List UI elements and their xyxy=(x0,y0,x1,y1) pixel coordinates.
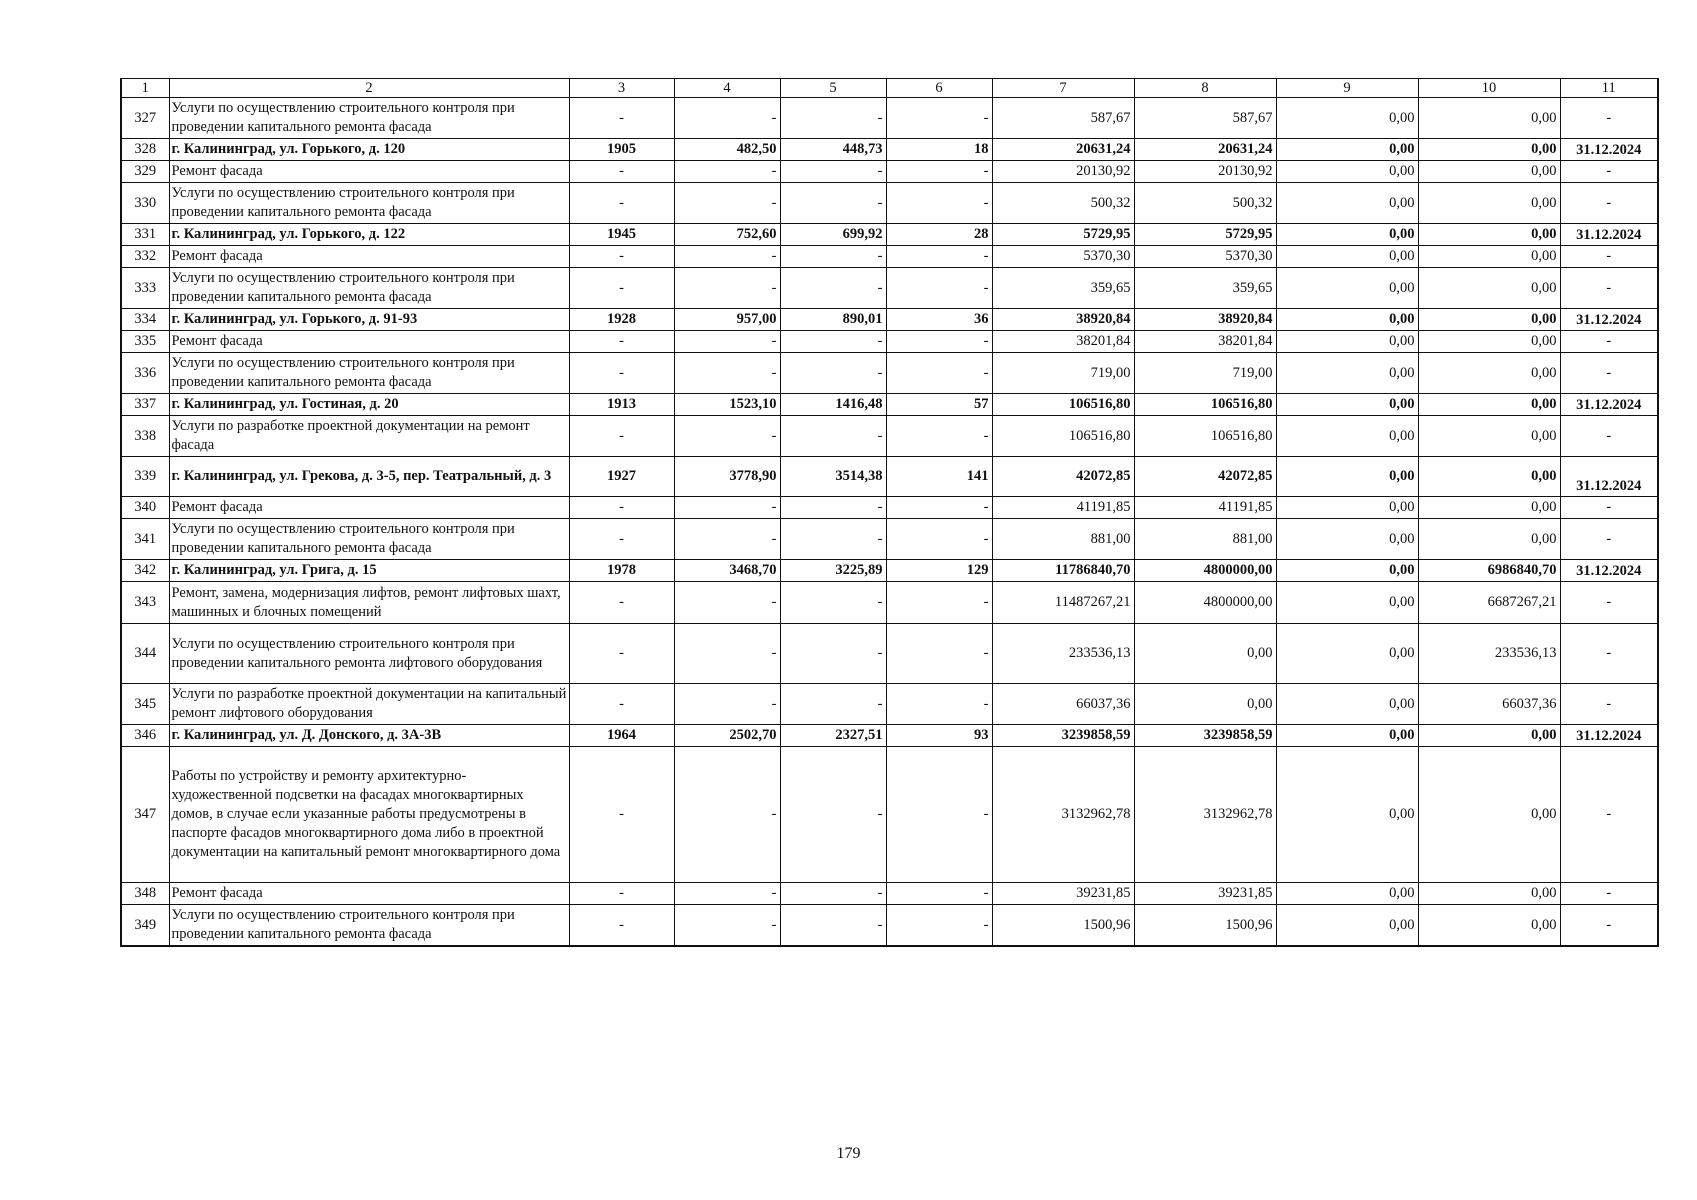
cost-fund-cell: 3239858,59 xyxy=(1134,725,1276,747)
cost-budget-cell: 0,00 xyxy=(1276,560,1418,582)
area-living-cell: 1416,48 xyxy=(780,394,886,416)
area-living-cell: 3514,38 xyxy=(780,457,886,497)
row-name: Услуги по осуществлению строительного контроля при проведении капитального ремонта фасада xyxy=(169,353,569,394)
deadline-cell: - xyxy=(1560,331,1658,353)
residents-cell: - xyxy=(886,519,992,560)
row-number: 342 xyxy=(121,560,169,582)
row-name: г. Калининград, ул. Гостиная, д. 20 xyxy=(169,394,569,416)
cost-budget-cell: 0,00 xyxy=(1276,883,1418,905)
column-header: 7 xyxy=(992,79,1134,98)
cost-total-cell: 500,32 xyxy=(992,183,1134,224)
year-cell: - xyxy=(569,353,674,394)
deadline-cell: - xyxy=(1560,183,1658,224)
cost-other-cell: 0,00 xyxy=(1418,497,1560,519)
area-total-cell: - xyxy=(674,183,780,224)
cost-budget-cell: 0,00 xyxy=(1276,519,1418,560)
area-total-cell: - xyxy=(674,905,780,947)
cost-total-cell: 3239858,59 xyxy=(992,725,1134,747)
row-name: г. Калининград, ул. Грекова, д. 3-5, пер. Театральный, д. 3 xyxy=(169,457,569,497)
residents-cell: - xyxy=(886,684,992,725)
deadline-cell: - xyxy=(1560,497,1658,519)
row-number: 327 xyxy=(121,98,169,139)
cost-fund-cell: 3132962,78 xyxy=(1134,747,1276,883)
deadline-cell: - xyxy=(1560,582,1658,624)
area-total-cell: - xyxy=(674,684,780,725)
cost-budget-cell: 0,00 xyxy=(1276,268,1418,309)
deadline-cell: - xyxy=(1560,905,1658,947)
residents-cell: 36 xyxy=(886,309,992,331)
deadline-cell: 31.12.2024 xyxy=(1560,139,1658,161)
cost-fund-cell: 5370,30 xyxy=(1134,246,1276,268)
year-cell: 1964 xyxy=(569,725,674,747)
area-living-cell: 448,73 xyxy=(780,139,886,161)
cost-other-cell: 0,00 xyxy=(1418,725,1560,747)
area-total-cell: - xyxy=(674,497,780,519)
row-number: 333 xyxy=(121,268,169,309)
deadline-cell: - xyxy=(1560,416,1658,457)
residents-cell: 57 xyxy=(886,394,992,416)
cost-other-cell: 0,00 xyxy=(1418,139,1560,161)
residents-cell: 18 xyxy=(886,139,992,161)
row-number: 343 xyxy=(121,582,169,624)
row-name: Услуги по осуществлению строительного контроля при проведении капитального ремонта фасада xyxy=(169,905,569,947)
cost-other-cell: 0,00 xyxy=(1418,268,1560,309)
cost-budget-cell: 0,00 xyxy=(1276,725,1418,747)
cost-budget-cell: 0,00 xyxy=(1276,139,1418,161)
area-living-cell: - xyxy=(780,331,886,353)
area-living-cell: - xyxy=(780,98,886,139)
row-number: 347 xyxy=(121,747,169,883)
deadline-cell: - xyxy=(1560,268,1658,309)
year-cell: - xyxy=(569,905,674,947)
area-living-cell: - xyxy=(780,416,886,457)
row-number: 337 xyxy=(121,394,169,416)
area-total-cell: - xyxy=(674,161,780,183)
cost-budget-cell: 0,00 xyxy=(1276,624,1418,684)
cost-other-cell: 6986840,70 xyxy=(1418,560,1560,582)
table-row xyxy=(121,725,1658,747)
year-cell: - xyxy=(569,183,674,224)
deadline-cell: 31.12.2024 xyxy=(1560,224,1658,246)
area-total-cell: - xyxy=(674,747,780,883)
year-cell: 1913 xyxy=(569,394,674,416)
cost-total-cell: 5370,30 xyxy=(992,246,1134,268)
residents-cell: 28 xyxy=(886,224,992,246)
deadline-cell: 31.12.2024 xyxy=(1560,457,1658,497)
cost-other-cell: 0,00 xyxy=(1418,246,1560,268)
cost-total-cell: 881,00 xyxy=(992,519,1134,560)
cost-total-cell: 359,65 xyxy=(992,268,1134,309)
cost-budget-cell: 0,00 xyxy=(1276,747,1418,883)
residents-cell: - xyxy=(886,98,992,139)
residents-cell: - xyxy=(886,416,992,457)
cost-other-cell: 0,00 xyxy=(1418,98,1560,139)
cost-other-cell: 0,00 xyxy=(1418,519,1560,560)
cost-total-cell: 38201,84 xyxy=(992,331,1134,353)
row-name: Ремонт фасада xyxy=(169,331,569,353)
row-name: Услуги по осуществлению строительного контроля при проведении капитального ремонта фасада xyxy=(169,519,569,560)
residents-cell: - xyxy=(886,331,992,353)
year-cell: - xyxy=(569,519,674,560)
cost-total-cell: 1500,96 xyxy=(992,905,1134,947)
table-row xyxy=(121,519,1658,560)
row-name: Услуги по осуществлению строительного контроля при проведении капитального ремонта фасада xyxy=(169,183,569,224)
year-cell: - xyxy=(569,497,674,519)
table-row xyxy=(121,309,1658,331)
cost-fund-cell: 20631,24 xyxy=(1134,139,1276,161)
residents-cell: - xyxy=(886,497,992,519)
deadline-cell: 31.12.2024 xyxy=(1560,394,1658,416)
residents-cell: 141 xyxy=(886,457,992,497)
table-row xyxy=(121,497,1658,519)
deadline-cell: - xyxy=(1560,246,1658,268)
cost-total-cell: 106516,80 xyxy=(992,394,1134,416)
year-cell: 1945 xyxy=(569,224,674,246)
row-number: 334 xyxy=(121,309,169,331)
deadline-cell: 31.12.2024 xyxy=(1560,309,1658,331)
deadline-cell: - xyxy=(1560,624,1658,684)
table-row xyxy=(121,268,1658,309)
cost-total-cell: 20631,24 xyxy=(992,139,1134,161)
cost-other-cell: 0,00 xyxy=(1418,331,1560,353)
column-header: 5 xyxy=(780,79,886,98)
cost-budget-cell: 0,00 xyxy=(1276,394,1418,416)
cost-budget-cell: 0,00 xyxy=(1276,161,1418,183)
table-row xyxy=(121,560,1658,582)
row-name: Ремонт фасада xyxy=(169,246,569,268)
column-number-header xyxy=(121,79,1658,98)
row-number: 344 xyxy=(121,624,169,684)
cost-fund-cell: 359,65 xyxy=(1134,268,1276,309)
area-living-cell: - xyxy=(780,624,886,684)
residents-cell: - xyxy=(886,582,992,624)
cost-budget-cell: 0,00 xyxy=(1276,246,1418,268)
area-total-cell: 2502,70 xyxy=(674,725,780,747)
cost-other-cell: 0,00 xyxy=(1418,353,1560,394)
cost-total-cell: 5729,95 xyxy=(992,224,1134,246)
residents-cell: - xyxy=(886,246,992,268)
area-living-cell: 3225,89 xyxy=(780,560,886,582)
table-row xyxy=(121,747,1658,883)
cost-total-cell: 3132962,78 xyxy=(992,747,1134,883)
residents-cell: - xyxy=(886,747,992,883)
cost-other-cell: 0,00 xyxy=(1418,883,1560,905)
cost-total-cell: 11487267,21 xyxy=(992,582,1134,624)
residents-cell: - xyxy=(886,268,992,309)
cost-budget-cell: 0,00 xyxy=(1276,497,1418,519)
cost-budget-cell: 0,00 xyxy=(1276,309,1418,331)
cost-other-cell: 0,00 xyxy=(1418,161,1560,183)
row-name: Ремонт фасада xyxy=(169,497,569,519)
area-living-cell: - xyxy=(780,497,886,519)
cost-fund-cell: 20130,92 xyxy=(1134,161,1276,183)
cost-fund-cell: 881,00 xyxy=(1134,519,1276,560)
area-living-cell: 699,92 xyxy=(780,224,886,246)
table-row xyxy=(121,416,1658,457)
residents-cell: - xyxy=(886,624,992,684)
cost-total-cell: 719,00 xyxy=(992,353,1134,394)
row-number: 329 xyxy=(121,161,169,183)
deadline-cell: - xyxy=(1560,519,1658,560)
cost-budget-cell: 0,00 xyxy=(1276,457,1418,497)
area-total-cell: 1523,10 xyxy=(674,394,780,416)
area-living-cell: - xyxy=(780,246,886,268)
area-total-cell: 957,00 xyxy=(674,309,780,331)
cost-other-cell: 0,00 xyxy=(1418,224,1560,246)
row-number: 332 xyxy=(121,246,169,268)
area-total-cell: - xyxy=(674,98,780,139)
cost-total-cell: 11786840,70 xyxy=(992,560,1134,582)
cost-budget-cell: 0,00 xyxy=(1276,684,1418,725)
deadline-cell: - xyxy=(1560,161,1658,183)
cost-total-cell: 42072,85 xyxy=(992,457,1134,497)
table-row xyxy=(121,183,1658,224)
page-number: 179 xyxy=(836,1145,861,1162)
residents-cell: - xyxy=(886,183,992,224)
deadline-cell: - xyxy=(1560,353,1658,394)
cost-budget-cell: 0,00 xyxy=(1276,353,1418,394)
area-total-cell: - xyxy=(674,246,780,268)
cost-fund-cell: 1500,96 xyxy=(1134,905,1276,947)
area-living-cell: 2327,51 xyxy=(780,725,886,747)
row-name: г. Калининград, ул. Горького, д. 120 xyxy=(169,139,569,161)
cost-budget-cell: 0,00 xyxy=(1276,224,1418,246)
year-cell: 1905 xyxy=(569,139,674,161)
cost-other-cell: 0,00 xyxy=(1418,394,1560,416)
row-name: г. Калининград, ул. Д. Донского, д. 3А-3В xyxy=(169,725,569,747)
area-living-cell: - xyxy=(780,268,886,309)
deadline-cell: - xyxy=(1560,98,1658,139)
row-number: 335 xyxy=(121,331,169,353)
year-cell: - xyxy=(569,883,674,905)
cost-total-cell: 41191,85 xyxy=(992,497,1134,519)
year-cell: - xyxy=(569,98,674,139)
row-number: 346 xyxy=(121,725,169,747)
row-number: 328 xyxy=(121,139,169,161)
cost-total-cell: 20130,92 xyxy=(992,161,1134,183)
residents-cell: 129 xyxy=(886,560,992,582)
cost-other-cell: 0,00 xyxy=(1418,183,1560,224)
residents-cell: - xyxy=(886,353,992,394)
row-name: Услуги по разработке проектной документации на ремонт фасада xyxy=(169,416,569,457)
cost-budget-cell: 0,00 xyxy=(1276,582,1418,624)
cost-total-cell: 106516,80 xyxy=(992,416,1134,457)
area-living-cell: - xyxy=(780,684,886,725)
table-row xyxy=(121,246,1658,268)
area-total-cell: 3778,90 xyxy=(674,457,780,497)
year-cell: 1927 xyxy=(569,457,674,497)
table-row xyxy=(121,684,1658,725)
cost-budget-cell: 0,00 xyxy=(1276,98,1418,139)
table-row xyxy=(121,582,1658,624)
cost-budget-cell: 0,00 xyxy=(1276,331,1418,353)
cost-fund-cell: 41191,85 xyxy=(1134,497,1276,519)
area-total-cell: - xyxy=(674,331,780,353)
cost-other-cell: 6687267,21 xyxy=(1418,582,1560,624)
cost-total-cell: 66037,36 xyxy=(992,684,1134,725)
area-living-cell: - xyxy=(780,582,886,624)
area-total-cell: 752,60 xyxy=(674,224,780,246)
deadline-cell: - xyxy=(1560,747,1658,883)
cost-fund-cell: 5729,95 xyxy=(1134,224,1276,246)
area-living-cell: 890,01 xyxy=(780,309,886,331)
row-number: 336 xyxy=(121,353,169,394)
column-header: 6 xyxy=(886,79,992,98)
area-total-cell: - xyxy=(674,883,780,905)
table-row xyxy=(121,905,1658,947)
area-living-cell: - xyxy=(780,905,886,947)
area-living-cell: - xyxy=(780,353,886,394)
year-cell: - xyxy=(569,684,674,725)
deadline-cell: 31.12.2024 xyxy=(1560,725,1658,747)
column-header: 4 xyxy=(674,79,780,98)
row-number: 338 xyxy=(121,416,169,457)
table-row xyxy=(121,624,1658,684)
row-name: Работы по устройству и ремонту архитектурно-художественной подсветки на фасадах многоквартирных домов, в случае если указанные работы предусмотрены в паспорте фасадов многоквартирного дома либо в проектной документации на капитальный ремонт многоквартирного дома xyxy=(169,747,569,883)
deadline-cell: 31.12.2024 xyxy=(1560,560,1658,582)
cost-fund-cell: 4800000,00 xyxy=(1134,560,1276,582)
cost-fund-cell: 0,00 xyxy=(1134,684,1276,725)
cost-fund-cell: 106516,80 xyxy=(1134,394,1276,416)
area-living-cell: - xyxy=(780,161,886,183)
row-name: Ремонт фасада xyxy=(169,883,569,905)
row-number: 341 xyxy=(121,519,169,560)
table-row xyxy=(121,224,1658,246)
table-row xyxy=(121,353,1658,394)
column-header: 9 xyxy=(1276,79,1418,98)
column-header: 8 xyxy=(1134,79,1276,98)
cost-fund-cell: 106516,80 xyxy=(1134,416,1276,457)
cost-fund-cell: 4800000,00 xyxy=(1134,582,1276,624)
table-row xyxy=(121,98,1658,139)
cost-other-cell: 0,00 xyxy=(1418,416,1560,457)
cost-budget-cell: 0,00 xyxy=(1276,183,1418,224)
cost-fund-cell: 38920,84 xyxy=(1134,309,1276,331)
cost-budget-cell: 0,00 xyxy=(1276,905,1418,947)
row-number: 331 xyxy=(121,224,169,246)
cost-fund-cell: 42072,85 xyxy=(1134,457,1276,497)
row-number: 345 xyxy=(121,684,169,725)
row-number: 348 xyxy=(121,883,169,905)
year-cell: - xyxy=(569,268,674,309)
year-cell: - xyxy=(569,582,674,624)
table-body xyxy=(121,79,1658,947)
residents-cell: - xyxy=(886,161,992,183)
cost-fund-cell: 500,32 xyxy=(1134,183,1276,224)
column-header: 11 xyxy=(1560,79,1658,98)
column-header: 2 xyxy=(169,79,569,98)
cost-other-cell: 233536,13 xyxy=(1418,624,1560,684)
residents-cell: - xyxy=(886,905,992,947)
row-name: Услуги по осуществлению строительного контроля при проведении капитального ремонта фасада xyxy=(169,98,569,139)
area-total-cell: - xyxy=(674,416,780,457)
area-living-cell: - xyxy=(780,183,886,224)
year-cell: 1928 xyxy=(569,309,674,331)
column-header: 1 xyxy=(121,79,169,98)
cost-other-cell: 66037,36 xyxy=(1418,684,1560,725)
row-name: Услуги по осуществлению строительного контроля при проведении капитального ремонта фасада xyxy=(169,268,569,309)
cost-budget-cell: 0,00 xyxy=(1276,416,1418,457)
area-living-cell: - xyxy=(780,519,886,560)
cost-total-cell: 587,67 xyxy=(992,98,1134,139)
row-number: 339 xyxy=(121,457,169,497)
area-total-cell: 482,50 xyxy=(674,139,780,161)
column-header: 3 xyxy=(569,79,674,98)
year-cell: - xyxy=(569,624,674,684)
area-living-cell: - xyxy=(780,747,886,883)
cost-other-cell: 0,00 xyxy=(1418,457,1560,497)
row-name: Ремонт фасада xyxy=(169,161,569,183)
cost-total-cell: 39231,85 xyxy=(992,883,1134,905)
deadline-cell: - xyxy=(1560,684,1658,725)
area-total-cell: - xyxy=(674,353,780,394)
area-total-cell: - xyxy=(674,624,780,684)
row-name: г. Калининград, ул. Грига, д. 15 xyxy=(169,560,569,582)
table-row xyxy=(121,331,1658,353)
area-living-cell: - xyxy=(780,883,886,905)
cost-total-cell: 233536,13 xyxy=(992,624,1134,684)
cost-fund-cell: 39231,85 xyxy=(1134,883,1276,905)
column-header: 10 xyxy=(1418,79,1560,98)
cost-other-cell: 0,00 xyxy=(1418,747,1560,883)
row-number: 340 xyxy=(121,497,169,519)
year-cell: - xyxy=(569,246,674,268)
table-row xyxy=(121,883,1658,905)
cost-fund-cell: 38201,84 xyxy=(1134,331,1276,353)
year-cell: 1978 xyxy=(569,560,674,582)
budget-table xyxy=(120,78,1659,947)
row-number: 349 xyxy=(121,905,169,947)
cost-fund-cell: 719,00 xyxy=(1134,353,1276,394)
deadline-cell: - xyxy=(1560,883,1658,905)
table-row xyxy=(121,394,1658,416)
residents-cell: - xyxy=(886,883,992,905)
year-cell: - xyxy=(569,416,674,457)
area-total-cell: - xyxy=(674,268,780,309)
year-cell: - xyxy=(569,747,674,883)
cost-other-cell: 0,00 xyxy=(1418,905,1560,947)
area-total-cell: - xyxy=(674,582,780,624)
area-total-cell: - xyxy=(674,519,780,560)
area-total-cell: 3468,70 xyxy=(674,560,780,582)
table-row xyxy=(121,161,1658,183)
cost-fund-cell: 0,00 xyxy=(1134,624,1276,684)
residents-cell: 93 xyxy=(886,725,992,747)
cost-other-cell: 0,00 xyxy=(1418,309,1560,331)
row-name: Ремонт, замена, модернизация лифтов, ремонт лифтовых шахт, машинных и блочных помещений xyxy=(169,582,569,624)
row-name: Услуги по осуществлению строительного контроля при проведении капитального ремонта лифтового оборудования xyxy=(169,624,569,684)
row-name: г. Калининград, ул. Горького, д. 122 xyxy=(169,224,569,246)
cost-fund-cell: 587,67 xyxy=(1134,98,1276,139)
row-number: 330 xyxy=(121,183,169,224)
table-row xyxy=(121,457,1658,497)
year-cell: - xyxy=(569,161,674,183)
table-row xyxy=(121,139,1658,161)
cost-total-cell: 38920,84 xyxy=(992,309,1134,331)
row-name: г. Калининград, ул. Горького, д. 91-93 xyxy=(169,309,569,331)
year-cell: - xyxy=(569,331,674,353)
row-name: Услуги по разработке проектной документации на капитальный ремонт лифтового оборудования xyxy=(169,684,569,725)
